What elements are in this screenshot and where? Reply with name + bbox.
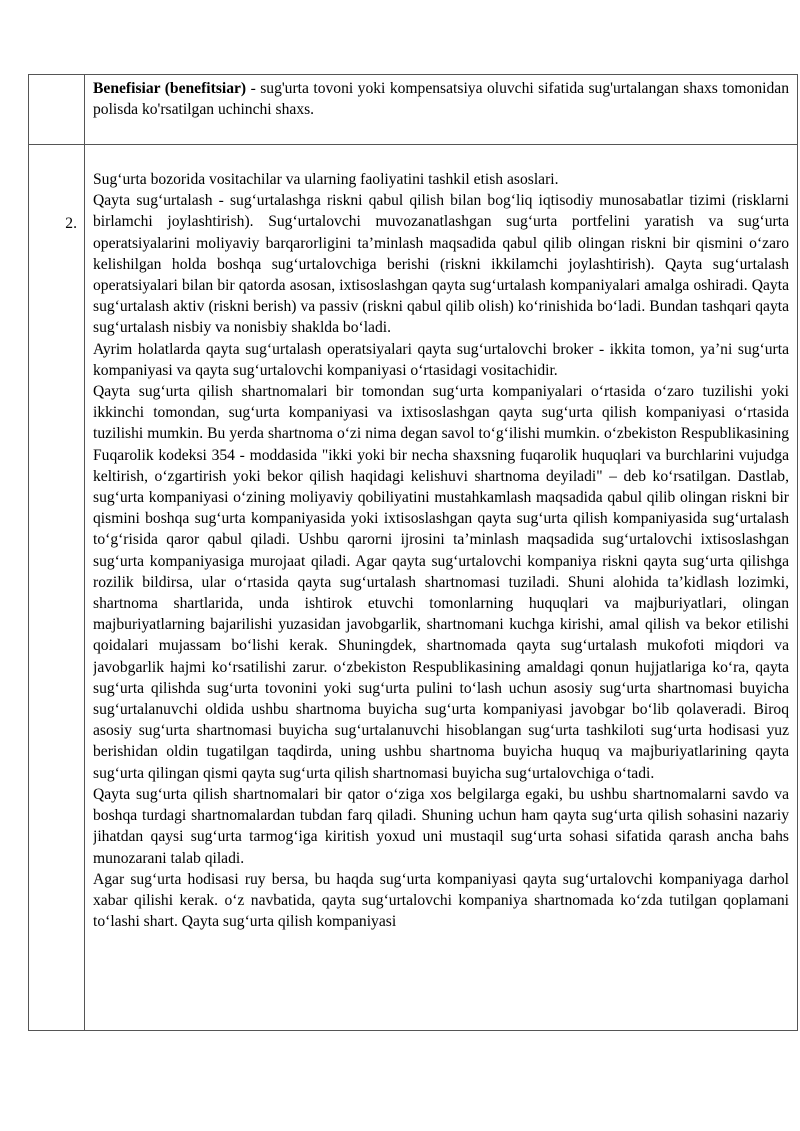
table-row <box>29 145 798 1031</box>
definition-term: Benefisiar (benefitsiar) <box>93 80 247 97</box>
paragraph: Qayta sug‘urtalash - sug‘urtalashga riskni qabul qilish bilan bog‘liq iqtisodiy munosabatlar tizimi (risklarni birlamchi joylashtirish). Sug‘urtalovchi muvozanatlashgan sug‘urta portfelini yaratish va sug‘urta operatsiyalarini moliyaviy barqarorligini ta’minlash maqsadida qabul qilib olingan riskni bir qismini o‘zaro kelishilgan holda boshqa sug‘urtalovchiga berishi (riskni ikkilamchi joylashtirish). Qayta sug‘urtalash operatsiyalari bilan bir qatorda asosan, ixtisoslashgan qayta sug‘urtalash kompaniyalari amalga oshiradi. Qayta sug‘urtalash aktiv (riskni berish) va passiv (riskni qabul qilib olish) ko‘rinishida bo‘ladi. Bundan tashqari qayta sug‘urtalash nisbiy va nonisbiy shaklda bo‘ladi. <box>93 192 789 337</box>
table-row <box>29 75 798 145</box>
row-number <box>29 75 85 145</box>
definition-paragraph <box>93 78 789 120</box>
definition-text: - sug'urta tovoni yoki kompensatsiya oluvchi sifatida sug'urtalangan shaxs tomonidan polisda ko'rsatilgan uchinchi shaxs. <box>93 80 790 119</box>
paragraph: Agar sug‘urta hodisasi ruy bersa, bu haqda sug‘urta kompaniyasi qayta sug‘urtalovchi kompaniyaga darhol xabar qilishi kerak. o‘z navbatida, qayta sug‘urtalovchi kompaniya shartnomada ko‘zda tutilgan qoplamani to‘lashi shart. Qayta sug‘urta qilish kompaniyasi <box>93 870 789 931</box>
definition-cell <box>85 75 798 145</box>
paragraph: Qayta sug‘urta qilish shartnomalari bir tomondan sug‘urta kompaniyalari o‘rtasida o‘zaro tuzilishi yoki ikkinchi tomondan, sug‘urta kompaniyasi va ixtisoslashgan qayta sug‘urta qilish kompaniyasi o‘rtasida tuzilishi mumkin. Bu yerda shartnoma o‘zi nima degan savol to‘g‘ilishi mumkin. o‘zbekiston Respublikasining Fuqarolik kodeksi 354 - moddasida "ikki yoki bir necha shaxsning fuqarolik huquqlari va burchlarini vujudga keltirish, o‘zgartirish yoki bekor qilish haqidagi kelishuvi shartnoma deyiladi" – deb ko‘rsatilgan. Dastlab, sug‘urta kompaniyasi o‘zining moliyaviy qobiliyatini mustahkamlash maqsadida qabul qilib olingan riskni bir qismini boshqa sug‘urta kompaniyasida yoki ixtisoslashgan qayta sug‘urta qilish kompaniyasida sug‘urtalash to‘g‘risida qaror qabul qiladi. Ushbu qarorni ijrosini ta’minlash maqsadida sug‘urtalovchi ixtisoslashgan sug‘urta kompaniyasiga murojaat qiladi. Agar qayta sug‘urtalovchi kompaniya riskni qayta sug‘urta qilishga rozilik bildirsa, ular o‘rtasida qayta sug‘urtalash shartnomasi tuziladi. Shuni alohida ta’kidlash lozimki, shartnoma shartlarida, unda ishtirok etuvchi tomonlarning huquqlari va majburiyatlari, olingan majburiyatlarning bajarilishi yuzasidan javobgarlik, shartnomani kuchga kirishi, amal qilish va bekor etilishi qoidalari mujassam bo‘lishi kerak. Shuningdek, shartnomada qayta sug‘urtalash mukofoti miqdori va javobgarlik hajmi ko‘rsatilishi zarur. o‘zbekiston Respublikasining amaldagi qonun hujjatlariga ko‘ra, qayta sug‘urta qilishda sug‘urta tovonini yoki sug‘urta pulini to‘lash uchun asosiy sug‘urta shartnomasi buyicha sug‘urtalanuvchi oldida ushbu shartnoma buyicha sug‘urta kompaniyasi javobgar bo‘lib qolaveradi. Biroq asosiy sug‘urta shartnomasi buyicha sug‘urtalanuvchi hisoblangan sug‘urta tashkiloti sug‘urta hodisasi yuz berishidan oldin tugatilgan taqdirda, uning ushbu shartnoma buyicha huquq va majburiyatlarining qayta sug‘urta qilingan qismi qayta sug‘urta qilish shartnomasi buyicha sug‘urtalovchiga o‘tadi. <box>93 383 789 782</box>
row-number: 2. <box>29 145 85 1031</box>
content-table <box>28 74 798 1031</box>
spacer <box>93 148 789 169</box>
section-title: Sug‘urta bozorida vositachilar va ularning faoliyatini tashkil etish asoslari. <box>93 171 559 188</box>
paragraph: Ayrim holatlarda qayta sug‘urtalash operatsiyalari qayta sug‘urtalovchi broker - ikkita tomon, ya’ni sug‘urta kompaniyasi va qayta sug‘urtalovchi kompaniyasi o‘rtasidagi vositachidir. <box>93 340 789 379</box>
section-body <box>93 148 789 1030</box>
section-cell <box>85 145 798 1031</box>
paragraph: Qayta sug‘urta qilish shartnomalari bir qator o‘ziga xos belgilarga egaki, bu ushbu shartnomalarni savdo va boshqa turdagi shartnomalardan tubdan farq qiladi. Shuning uchun ham qayta sug‘urta qilish sohasini nazariy jihatdan qaysi sug‘urta tarmog‘iga kiritish yoxud uni mustaqil sug‘urta sohasi sifatida qarash ancha bahs munozarani talab qiladi. <box>93 785 789 867</box>
